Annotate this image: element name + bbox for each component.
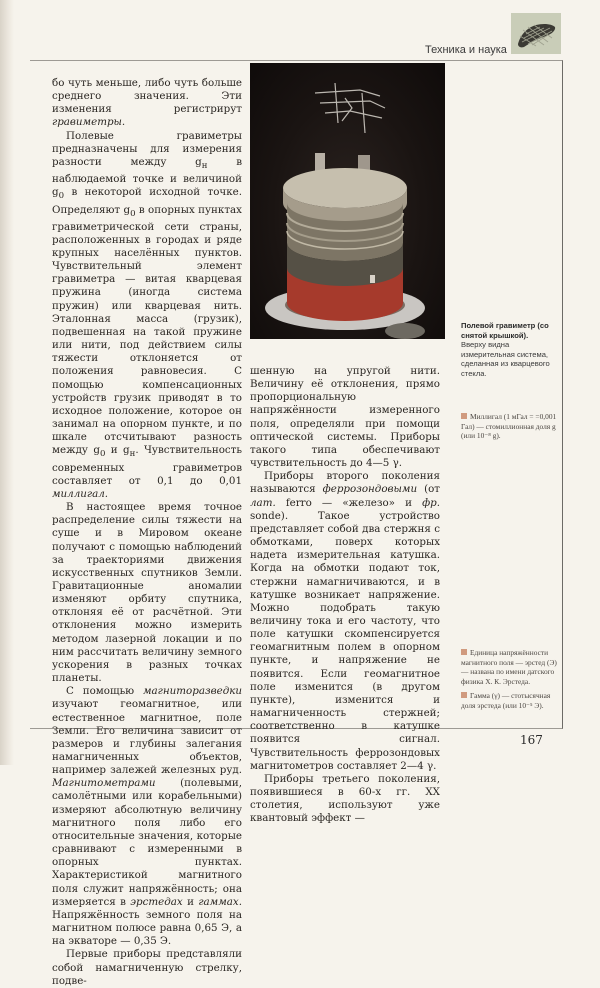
paragraph: С помощью магниторазведки изучают геомагнитное, или естественное магнитное, поле Земли. Его величина зависит от размеров и глубины залегания намагниченных объектов, например залежей железных руд. Магнитометрами (полевыми, самолётными или корабельными) измеряют абсолютную величину магнитного поля либо его относительные значения, которые сравнивают с измеренными в опорных пунктах. Характеристикой магнитного поля служит напряжённость; она измеряется в эрстедах и гаммах. Напряжённость земного поля на магнитном полюсе равна 0,65 Э, а на экваторе — 0,35 Э. (52, 685, 242, 948)
note-marker-icon (461, 649, 467, 655)
text-column-middle (250, 365, 440, 825)
paragraph: Полевые гравиметры предназначены для измерения разности между $g_н$ в наблюдаемой точке и величиной $g_0$ в некоторой исходной точке. Определяют $g_0$ в опорных пунктах гравиметрической сети страны, расположенных в городах и ряде крупных населённых пунктов. Чувствительный элемент гравиметра — витая кварцевая пружина (иногда система пружин) или кварцевая нить. Эталонная масса (грузик), подвешенная на такой пружине или нити, под действием силы тяжести отклоняется от положения равновесия. С помощью компенсационных устройств грузик приводят в то исходное положение, которое он занимал на опорном пункте, и по шкале отсчитывают разность между $g_0$ и $g_н$. Чувствительность современных гравиметров составляет от 0,1 до 0,01 миллигал. (52, 129, 242, 500)
paragraph: Первые приборы представляли собой намагниченную стрелку, подве- (52, 948, 242, 987)
sidebar-note-milligal: Миллигал (1 мГал = =0,001 Гал) — стомиллионная доля g (или 10⁻⁸ g). (461, 412, 557, 441)
caption-title: Полевой гравиметр (со снятой крышкой). (461, 321, 549, 340)
sidebar-note-oersted: Единица напряжённости магнитного поля — эрстед (Э) — названа по имени датского физика Х. К. Эрстеда. (461, 648, 557, 686)
paragraph: шенную на упругой нити. Величину её отклонения, прямо пропорциональную напряжённости измеренного поля, определяли при помощи оптической системы. Приборы такого типа обеспечивают чувствительность до 4—5 γ. (250, 365, 440, 470)
caption-text: Вверху видна измерительная система, сделанная из кварцевого стекла. (461, 340, 550, 378)
page-gutter-shadow (0, 0, 14, 765)
page-number: 167 (520, 733, 543, 747)
car-emblem-icon (511, 13, 561, 54)
paragraph: Приборы третьего поколения, появившиеся в 60-х гг. XX столетия, используют уже квантовый эффект — (250, 772, 440, 825)
paragraph: бо чуть меньше, либо чуть больше среднего значения. Эти изменения регистрирут гравиметры. (52, 77, 242, 129)
gravimeter-photo (250, 63, 445, 339)
paragraph: Приборы второго поколения называются феррозондовыми (от лат. ferro — «железо» и фр. sonde). Такое устройство представляет собой два стержня с обмотками, поверх которых надета измерительная катушка. Когда на обмотки подают ток, стержни намагничиваются, и в катушке возникает напряжение. Можно подобрать такую величину тока и его частоту, что поле катушки скомпенсируется геомагнитным полем в опорном пункте, и напряжение не появится. Если геомагнитное поле изменится (в другом пункте), изменится и намагниченность стержней; соответственно в катушке появится сигнал. Чувствительность феррозондовых магнитометров составляет 2—4 γ. (250, 470, 440, 772)
note-marker-icon (461, 413, 467, 419)
paragraph: В настоящее время точное распределение силы тяжести на суше и в Мировом океане получают с помощью наблюдений за траекториями движения искусственных спутников Земли. Гравитационные аномалии изменяют орбиту спутника, отклоняя её от расчётной. Эти отклонения можно измерить методом лазерной локации и по ним рассчитать величину земного ускорения в разных точках планеты. (52, 501, 242, 685)
note-marker-icon (461, 692, 467, 698)
sidebar-note-gamma: Гамма (γ) — стотысячная доля эрстеда (или 10⁻⁵ Э). (461, 691, 551, 710)
figure-caption (461, 321, 561, 379)
text-column-left (52, 77, 242, 988)
section-title: Техника и наука (425, 44, 507, 56)
